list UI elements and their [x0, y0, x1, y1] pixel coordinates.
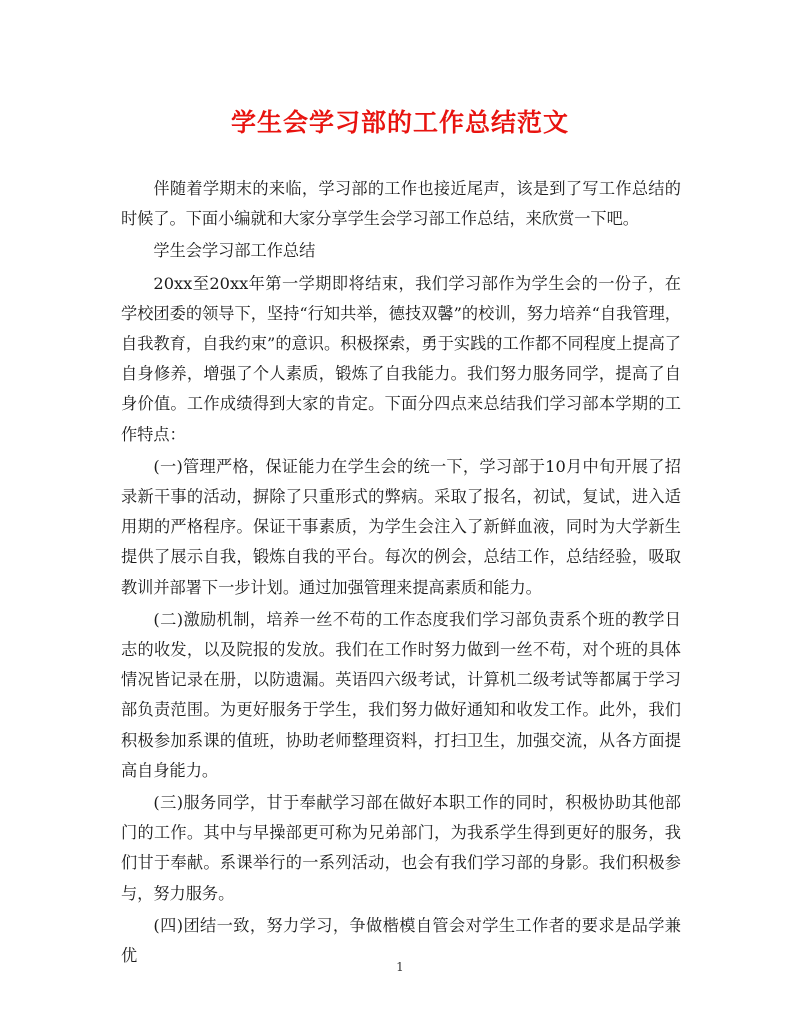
intro-paragraph: 伴随着学期末的来临，学习部的工作也接近尾声，该是到了写工作总结的时候了。下面小编就和大家分享学生会学习部工作总结，来欣赏一下吧。 [121, 179, 681, 229]
document-body [121, 174, 681, 971]
document-title: 学生会学习部的工作总结范文 [230, 108, 569, 137]
page-number: 1 [396, 960, 404, 974]
overview-paragraph: 20xx至20xx年第一学期即将结束，我们学习部作为学生会的一份子，在学校团委的领导下，坚持“行知共举，德技双馨”的校训，努力培养“自我管理，自我教育，自我约束”的意识。积极探索，勇于实践的工作都不同程度上提高了自身修养，增强了个人素质，锻炼了自我能力。我们努力服务同学，提高了自身价值。工作成绩得到大家的肯定。下面分四点来总结我们学习部本学期的工作特点： [121, 273, 681, 444]
point-two-paragraph: (二)激励机制，培养一丝不苟的工作态度我们学习部负责系个班的教学日志的收发，以及院报的发放。我们在工作时努力做到一丝不苟，对个班的具体情况皆记录在册，以防遗漏。英语四六级考试，计算机二级考试等都属于学习部负责范围。为更好服务于学生，我们努力做好通知和收发工作。此外，我们积极参加系课的值班，协助老师整理资料，打扫卫生，加强交流，从各方面提高自身能力。 [121, 609, 681, 780]
point-three-paragraph: (三)服务同学，甘于奉献学习部在做好本职工作的同时，积极协助其他部门的工作。其中与早操部更可称为兄弟部门，为我系学生得到更好的服务，我们甘于奉献。系课举行的一系列活动，也会有我们学习部的身影。我们积极参与，努力服务。 [121, 793, 681, 903]
section-heading: 学生会学习部工作总结 [153, 241, 316, 261]
point-four-paragraph: (四)团结一致，努力学习，争做楷模自管会对学生工作者的要求是品学兼优 [121, 915, 681, 966]
point-one-paragraph: (一)管理严格，保证能力在学生会的统一下，学习部于10月中旬开展了招录新干事的活动，摒除了只重形式的弊病。采取了报名，初试，复试，进入适用期的严格程序。保证干事素质，为学生会注入了新鲜血液，同时为大学新生提供了展示自我，锻炼自我的平台。每次的例会，总结工作，总结经验，吸取教训并部署下一步计划。通过加强管理来提高素质和能力。 [121, 456, 681, 597]
